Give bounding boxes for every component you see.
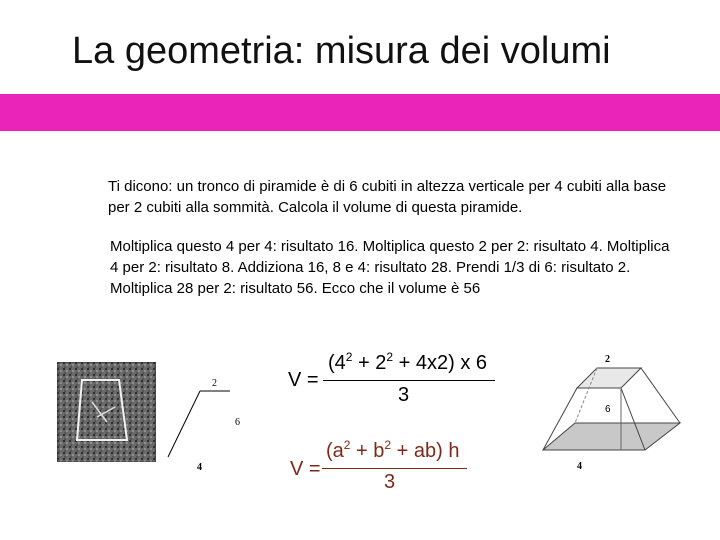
frustum-label-height: 6 <box>605 404 611 415</box>
slide-title: La geometria: misura dei volumi <box>72 30 611 72</box>
sketch-label-base: 4 <box>197 462 202 470</box>
formula-denominator: 3 <box>384 471 396 493</box>
sketch-label-height: 6 <box>235 417 240 428</box>
frustum-label-base: 4 <box>577 461 582 472</box>
problem-text: Ti dicono: un tronco di piramide è di 6 cubiti in altezza verticale per 4 cubiti alla base per 2 cubiti alla sommità. Calcola il volume di questa piramide. <box>108 178 667 216</box>
formula-numerator: $(a^2 + b^2 + ab)$ h <box>326 438 460 462</box>
frustum-drawing <box>535 350 695 475</box>
papyrus-photo <box>57 362 156 462</box>
frustum-label-top: 2 <box>605 354 610 365</box>
formula-denominator: 3 <box>398 384 410 406</box>
fraction-bar <box>323 380 495 381</box>
formula-numerator: $(4^2 + 2^2 + 4x2)$ x 6 <box>328 350 488 374</box>
formula-lhs: V = <box>290 458 321 480</box>
solution-text: Moltiplica questo 4 per 4: risultato 16. Moltiplica questo 2 per 2: risultato 4. Moltiplica 4 per 2: risultato 8. Addiziona 16, 8 e 4: risultato 28. Prendi 1/3 di 6: risultato 2. Moltiplica 28 per 2: risultato 56. Ecco che il volume è 56 <box>110 238 670 297</box>
sketch-label-top: 2 <box>212 378 217 389</box>
accent-band <box>0 94 720 131</box>
line-sketch <box>160 370 250 470</box>
formula-lhs: V = <box>288 369 319 391</box>
fraction-bar <box>322 468 467 469</box>
